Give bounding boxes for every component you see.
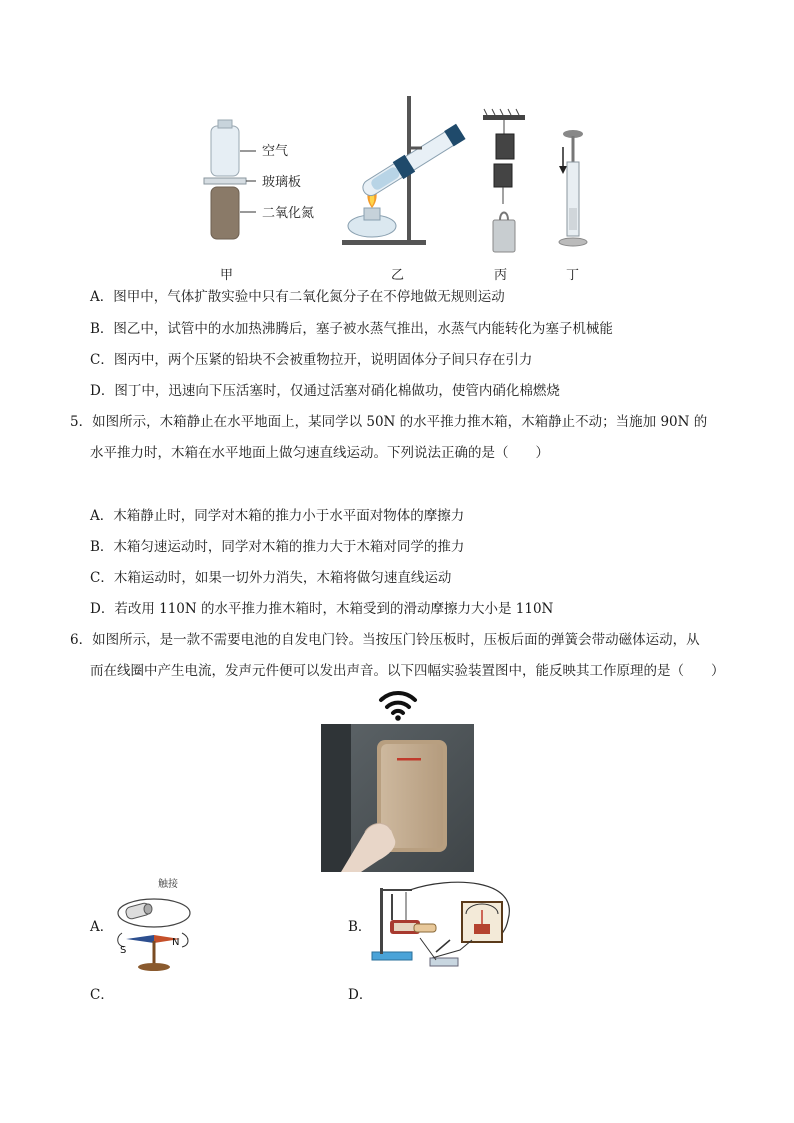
figure-label-yi: 乙 (391, 268, 405, 283)
q5-option-d: D．若改用 110N 的水平推力推木箱时，木箱受到的滑动摩擦力大小是 110N (90, 601, 554, 617)
n-pole-label: N (172, 937, 180, 948)
figure-label-ding: 丁 (566, 268, 580, 283)
q6-option-d-label: D． (348, 987, 373, 1003)
touch-label: 触接 (158, 879, 178, 890)
oersted-experiment-figure (112, 875, 202, 975)
q6-option-b-label: B． (348, 919, 372, 935)
q4-option-c: C．图丙中，两个压紧的铅块不会被重物拉开，说明固体分子间只存在引力 (90, 352, 533, 368)
diffusion-apparatus (204, 120, 256, 239)
test-tube-apparatus (342, 96, 466, 245)
figure-q4 (200, 92, 600, 282)
figure-label-bing: 丙 (494, 268, 508, 283)
air-compression-apparatus (559, 130, 587, 246)
q6-stem-line2: 而在线圈中产生电流，发声元件便可以发出声音。以下四幅实验装置图中，能反映其工作原理的是（ ） (90, 663, 725, 679)
wifi-icon (378, 688, 418, 722)
lead-blocks-apparatus (483, 109, 525, 252)
q6-option-a-label: A． (90, 919, 114, 935)
q5-option-b: B．木箱匀速运动时，同学对木箱的推力大于木箱对同学的推力 (90, 539, 465, 555)
induction-experiment-figure (370, 880, 520, 972)
label-glass-plate: 玻璃板 (262, 175, 302, 190)
q5-stem-line1: 5．如图所示，木箱静止在水平地面上，某同学以 50N 的水平推力推木箱，木箱静止不动；当施加 90N 的 (70, 414, 708, 430)
q4-option-d: D．图丁中，迅速向下压活塞时，仅通过活塞对硝化棉做功，使管内硝化棉燃烧 (90, 383, 560, 399)
q4-option-a: A．图甲中，气体扩散实验中只有二氧化氮分子在不停地做无规则运动 (90, 289, 505, 305)
q5-stem-line2: 水平推力时，木箱在水平地面上做匀速直线运动。下列说法正确的是（ ） (90, 445, 549, 461)
figure-label-jia: 甲 (220, 268, 234, 283)
q6-stem-line1: 6．如图所示，是一款不需要电池的自发电门铃。当按压门铃压板时，压板后面的弹簧会带动磁体运动，从 (70, 632, 700, 648)
s-pole-label: S (120, 945, 127, 956)
label-no2: 二氧化氮 (262, 206, 315, 221)
doorbell-photo (321, 724, 474, 872)
q6-option-c-label: C． (90, 987, 114, 1003)
q5-option-c: C．木箱运动时，如果一切外力消失，木箱将做匀速直线运动 (90, 570, 452, 586)
label-air: 空气 (262, 144, 289, 159)
q5-option-a: A．木箱静止时，同学对木箱的推力小于水平面对物体的摩擦力 (90, 508, 465, 524)
q4-option-b: B．图乙中，试管中的水加热沸腾后，塞子被水蒸气推出，水蒸气内能转化为塞子机械能 (90, 321, 613, 337)
